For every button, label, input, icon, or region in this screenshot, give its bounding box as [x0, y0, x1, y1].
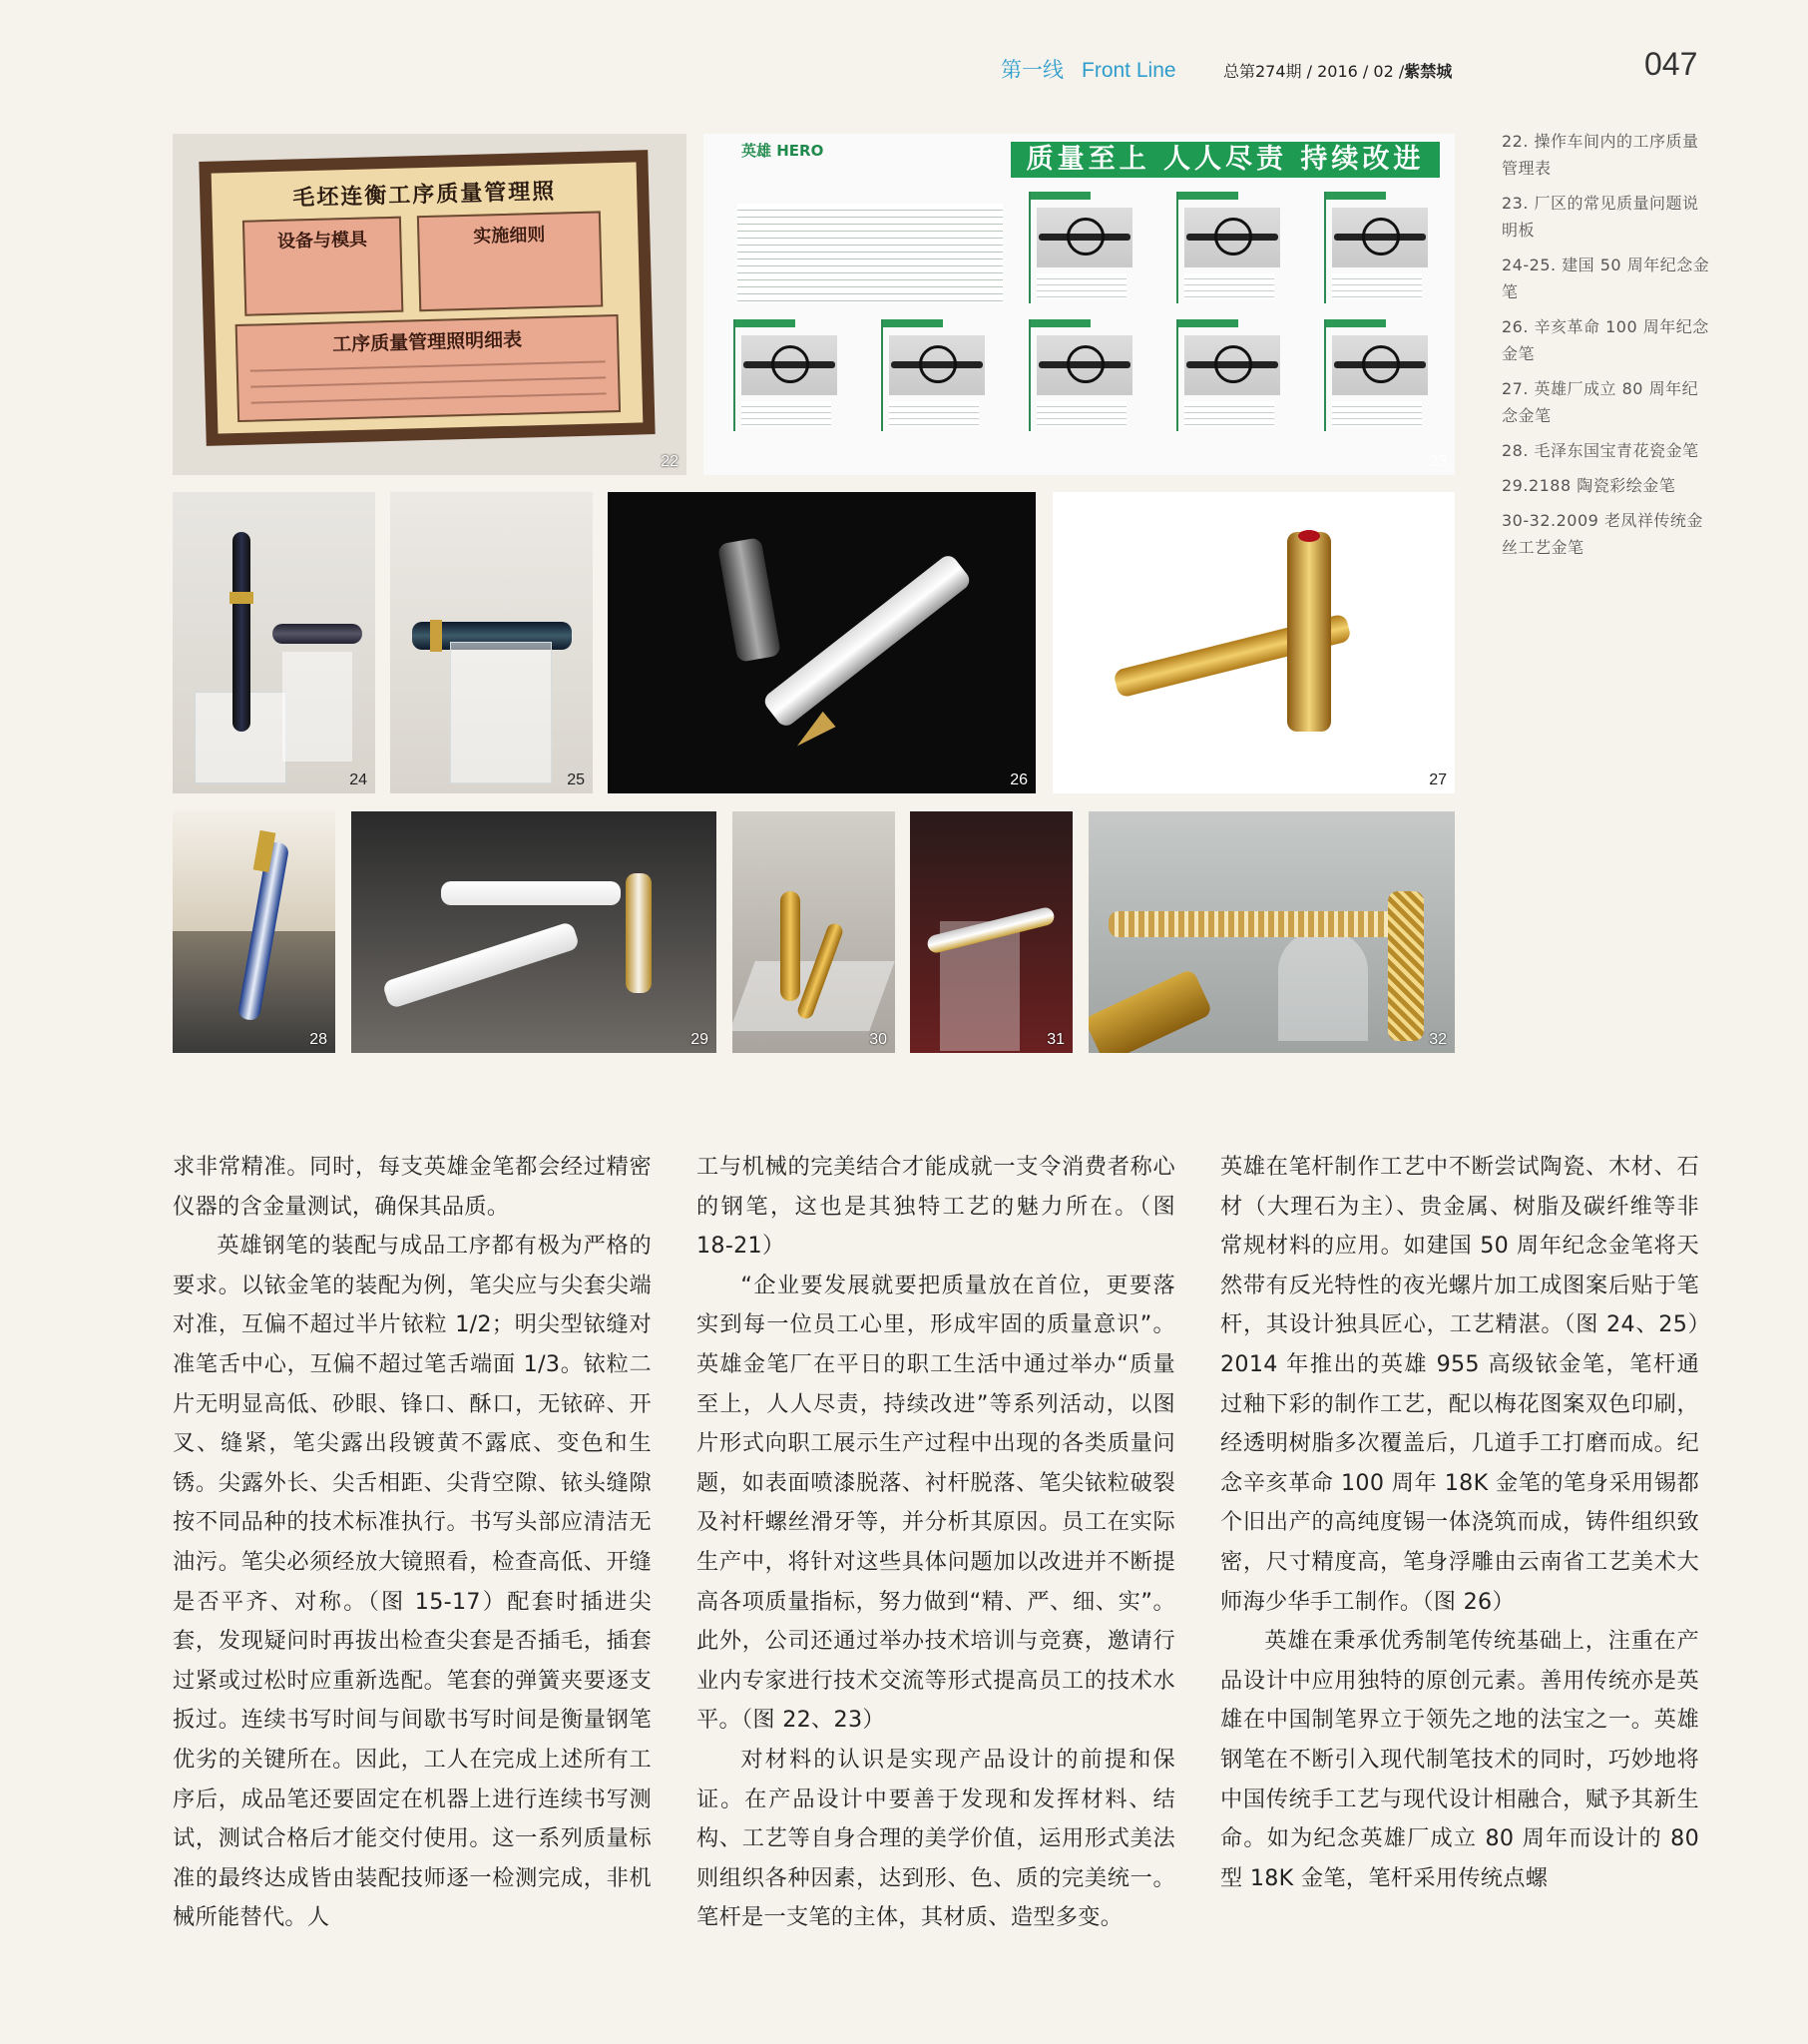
pen-band — [229, 592, 253, 604]
paragraph: 英雄在笔杆制作工艺中不断尝试陶瓷、木材、石材（大理石为主）、贵金属、树脂及碳纤维等非常规材料的应用。如建国 50 周年纪念金笔将天然带有反光特性的夜光螺片加工成图案后贴于笔杆，其设计独具匠心，工艺精湛。（图 24、25）2014 年推出的英雄 955 高级铱金笔，笔杆通过釉下彩的制作工艺，配以梅花图案双色印刷，经透明树脂多次覆盖后，几道手工打磨而成。纪念辛亥革命 100 周年 18K 金笔的笔身采用锡都个旧出产的高纯度锡一体浇筑而成，铸件组织致密，尺寸精度高，笔身浮雕由云南省工艺美术大师海少华手工制作。（图 26） — [1220, 1154, 1699, 1615]
pen-body-gold — [1089, 968, 1213, 1053]
cap-jewel — [1298, 530, 1320, 542]
caption-23: 23. 厂区的常见质量问题说明板 — [1502, 194, 1699, 240]
pen-barrel-engraved — [761, 552, 974, 730]
paragraph: 英雄在秉承优秀制笔传统基础上，注重在产品设计中应用独特的原创元素。善用传统亦是英雄在中国制笔界立于领先之地的法宝之一。英雄钢笔在不断引入现代制笔技术的同时，巧妙地将中国传统手工艺与现代设计相融合，赋予其新生命。如为纪念英雄厂成立 80 周年而设计的 80 型 18K 金笔，笔杆采用传统点螺 — [1220, 1628, 1699, 1891]
acrylic-stand — [450, 642, 552, 783]
photo-25-pen — [390, 492, 593, 793]
photo-number: 32 — [1429, 1031, 1447, 1048]
pen-cap — [717, 537, 781, 663]
photo-number: 24 — [349, 771, 367, 788]
body-column-2 — [696, 1148, 1175, 1938]
poster-cell — [1029, 319, 1138, 431]
body-column-1 — [173, 1148, 652, 1938]
caption-30-32: 30-32.2009 老凤祥传统金丝工艺金笔 — [1502, 511, 1703, 557]
gift-box-lid — [173, 811, 335, 931]
photo-28-pen — [173, 811, 335, 1053]
issue-info — [1223, 59, 1452, 82]
poster-cell — [1029, 192, 1138, 303]
paragraph: “企业要发展就要把质量放在首位，更要落实到每一位员工心里，形成牢固的质量意识”。英雄金笔厂在平日的职工生活中通过举办“质量至上，人人尽责，持续改进”等系列活动，以图片形式向职工展示生产过程中出现的各类质量问题，如表面喷漆脱落、衬杆脱落、笔尖铱粒破裂及衬杆螺丝滑牙等，并分析其原因。员工在实际生产中，将针对这些具体问题加以改进并不断提高各项质量指标，努力做到“精、严、细、实”。此外，公司还通过举办技术培训与竞赛，邀请行业内专家进行技术交流等形式提高员工的技术水平。（图 22、23） — [696, 1272, 1175, 1734]
poster-paragraph — [737, 204, 1003, 303]
photo-number: 31 — [1047, 1031, 1065, 1048]
poster-cell — [881, 319, 991, 431]
photo-30-pen — [732, 811, 895, 1053]
board-panel-equipment — [242, 217, 403, 316]
poster-cell — [1324, 192, 1434, 303]
photo-number: 23 — [1429, 453, 1447, 470]
photo-number: 28 — [309, 1031, 327, 1048]
photo-number: 27 — [1429, 771, 1447, 788]
photo-31-pen — [910, 811, 1073, 1053]
pen-band — [430, 620, 442, 652]
pen-cap — [272, 624, 362, 644]
board-panel-title: 实施细则 — [473, 224, 546, 248]
photo-number: 29 — [690, 1031, 708, 1048]
board-title: 毛坯连衡工序质量管理照 — [291, 178, 557, 212]
acrylic-stand — [1278, 931, 1368, 1041]
ceramic-pen — [441, 881, 621, 905]
photo-23-quality-poster — [703, 134, 1455, 475]
poster-cell — [733, 319, 843, 431]
paragraph: 工与机械的完美结合才能成就一支令消费者称心的钢笔，这也是其独特工艺的魅力所在。（图 18-21） — [696, 1154, 1175, 1260]
section-label — [1001, 54, 1176, 84]
acrylic-stand — [282, 652, 352, 762]
caption-26: 26. 辛亥革命 100 周年纪念金笔 — [1502, 317, 1709, 363]
poster-banner: 质量至上 人人尽责 持续改进 — [1011, 142, 1440, 178]
body-column-3 — [1220, 1148, 1699, 1898]
photo-number: 30 — [869, 1031, 887, 1048]
pen-cap — [1287, 532, 1331, 732]
pen-cap — [626, 873, 652, 993]
photo-22-quality-board — [173, 134, 686, 475]
poster-cell — [1176, 192, 1286, 303]
caption-27: 27. 英雄厂成立 80 周年纪念金笔 — [1502, 379, 1699, 425]
board-panel-title: 设备与模具 — [276, 229, 368, 253]
pen-cap — [780, 891, 800, 1001]
photo-32-pen — [1089, 811, 1455, 1053]
board-panel-table — [235, 314, 621, 422]
issue-number: 总第274期 / 2016 / 02 / — [1223, 62, 1405, 81]
hero-logo: 英雄 HERO — [741, 142, 824, 160]
photo-24-pen — [173, 492, 375, 793]
pen-barrel — [232, 532, 250, 732]
photo-29-pens — [351, 811, 716, 1053]
caption-24-25: 24-25. 建国 50 周年纪念金笔 — [1502, 256, 1710, 301]
section-en: Front Line — [1082, 59, 1176, 82]
photo-26-pen — [608, 492, 1036, 793]
caption-22: 22. 操作车间内的工序质量管理表 — [1502, 132, 1699, 178]
paragraph: 求非常精准。同时，每支英雄金笔都会经过精密仪器的含金量测试，确保其品质。 — [173, 1154, 652, 1220]
wooden-frame — [199, 150, 655, 446]
board-mat — [212, 162, 644, 433]
poster-cell — [1324, 319, 1434, 431]
magazine-logo: 紫禁城 — [1404, 62, 1453, 81]
paragraph: 对材料的认识是实现产品设计的前提和保证。在产品设计中要善于发现和发挥材料、结构、工艺等自身合理的美学价值，运用形式美法则组织各种因素，达到形、色、质的完美统一。笔杆是一支笔的主体，其材质、造型多变。 — [696, 1746, 1175, 1931]
board-panel-title: 工序质量管理照明细表 — [331, 328, 523, 356]
board-panel-rules — [417, 211, 603, 311]
paragraph: 英雄钢笔的装配与成品工序都有极为严格的要求。以铱金笔的装配为例，笔尖应与尖套尖端对准，互偏不超过半片铱粒 1/2；明尖型铱缝对准笔舌中心，互偏不超过笔舌端面 1/3。铱粒二片无明显高低、砂眼、锋口、酥口，无铱碎、开叉、缝紧，笔尖露出段镀黄不露底、变色和生锈。尖露外长、尖舌相距、尖背空隙、铱头缝隙按不同品种的技术标准执行。书写头部应清洁无油污。笔尖必须经放大镜照看，检查高低、开缝是否平齐、对称。（图 15-17）配套时插进尖套，发现疑问时再拔出检查尖套是否插毛，插套过紧或过松时应重新选配。笔套的弹簧夹要逐支扳过。连续书写时间与间歇书写时间是衡量钢笔优劣的关键所在。因此，工人在完成上述所有工序后，成品笔还要固定在机器上进行连续书写测试，测试合格后才能交付使用。这一系列质量标准的最终达成皆由装配技师逐一检测完成，非机械所能替代。人 — [173, 1233, 652, 1931]
caption-28: 28. 毛泽东国宝青花瓷金笔 — [1502, 441, 1699, 460]
section-cn: 第一线 — [1001, 58, 1064, 82]
photo-number: 25 — [567, 771, 585, 788]
photo-captions — [1502, 128, 1711, 569]
photo-number: 22 — [661, 453, 678, 470]
pen-body-filigree — [1109, 911, 1408, 937]
poster-cell — [1176, 319, 1286, 431]
photo-number: 26 — [1010, 771, 1028, 788]
pen-cap — [1388, 891, 1424, 1041]
photo-27-pen — [1053, 492, 1455, 793]
page-number: 047 — [1644, 46, 1698, 82]
caption-29: 29.2188 陶瓷彩绘金笔 — [1502, 476, 1676, 495]
ceramic-pen — [382, 921, 581, 1009]
